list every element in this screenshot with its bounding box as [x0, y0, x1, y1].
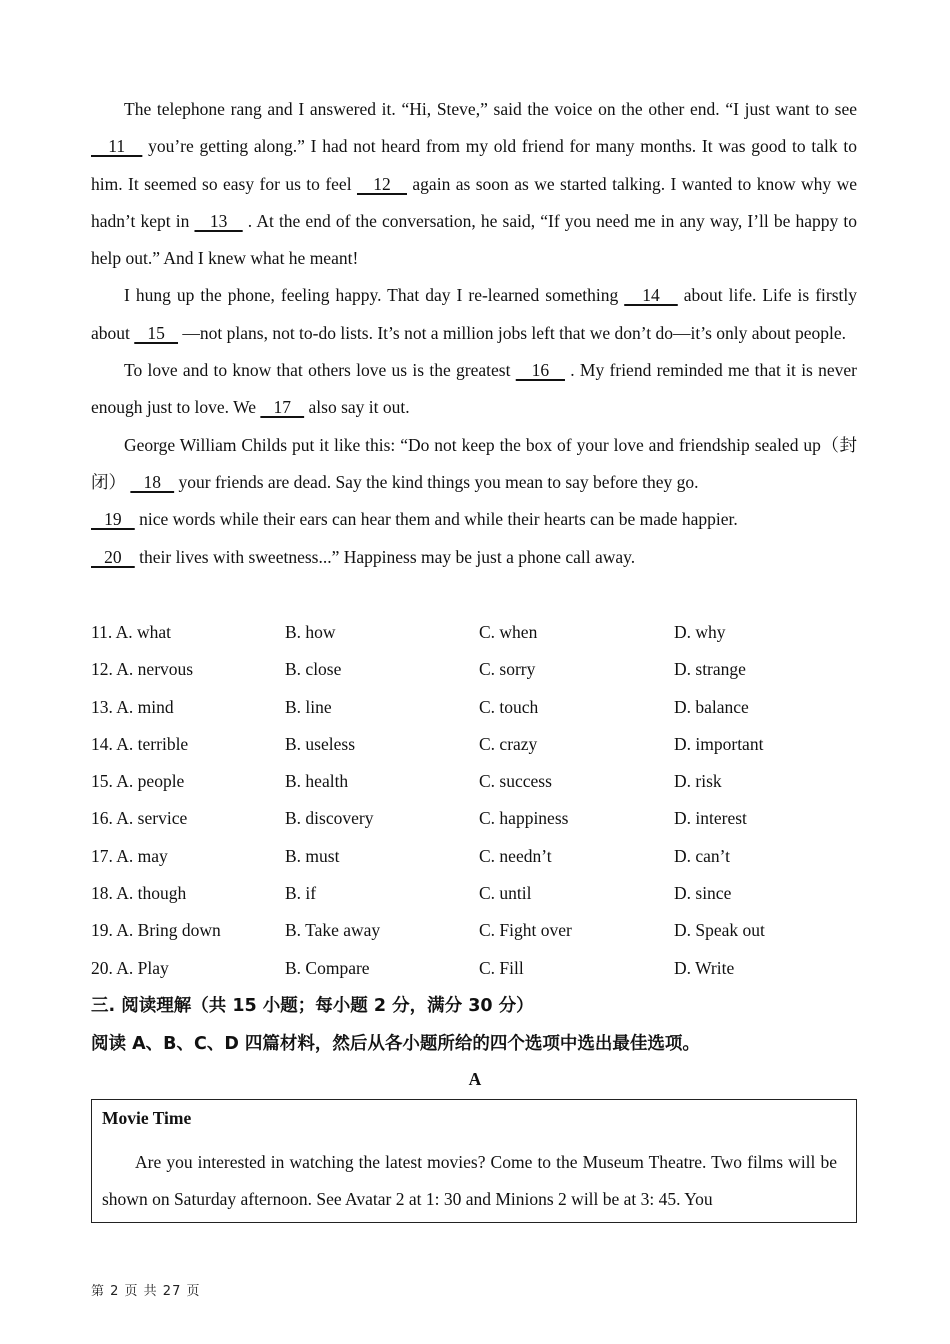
- option-choice: D. important: [674, 733, 764, 754]
- text: . My friend reminded me that it is never enough just to love. We: [91, 360, 858, 418]
- option-choice: B. Take away: [285, 920, 381, 941]
- text: again as soon as we started talking. I wanted to know why we hadn’t kept in: [91, 173, 857, 231]
- option-choice: B. Compare: [285, 957, 370, 978]
- option-choice: 17. A. may: [91, 845, 168, 866]
- blank-12: 12: [356, 173, 407, 194]
- option-choice: C. happiness: [479, 808, 569, 829]
- answer-options: [91, 614, 871, 987]
- option-choice: D. why: [674, 622, 726, 642]
- box-text: [102, 1144, 837, 1219]
- option-choice: 11. A. what: [91, 622, 172, 642]
- option-choice: D. interest: [674, 808, 747, 829]
- paragraph-3: [91, 352, 857, 427]
- text: I hung up the phone, feeling happy. That day I re-learned something: [124, 285, 625, 306]
- option-choice: D. strange: [674, 659, 746, 680]
- option-choice: B. must: [285, 845, 340, 866]
- blank-17: 17: [260, 397, 305, 418]
- option-row: [91, 614, 871, 651]
- page-footer: 第 2 页 共 27 页: [91, 1284, 201, 1299]
- option-row: [91, 838, 871, 875]
- blank-19: 19: [91, 509, 135, 530]
- option-choice: 20. A. Play: [91, 957, 169, 978]
- option-choice: C. Fill: [479, 957, 524, 978]
- blank-14: 14: [624, 285, 678, 306]
- option-choice: B. how: [285, 622, 336, 642]
- text: To love and to know that others love us is the greatest: [124, 360, 516, 381]
- option-row: [91, 651, 871, 688]
- reading-box: [91, 1099, 857, 1223]
- section-heading: 三. 阅读理解（共 15 小题；每小题 2 分，满分 30 分）: [91, 996, 534, 1016]
- cloze-passage: [91, 91, 857, 576]
- box-paragraph: Are you interested in watching the latest movies? Come to the Museum Theatre. Two films will be shown on Saturday afternoon. See Avatar 2 at 1: 30 and Minions 2 will be at 3: 45. You: [102, 1152, 837, 1210]
- option-choice: C. until: [479, 883, 532, 904]
- option-choice: 19. A. Bring down: [91, 920, 221, 941]
- option-choice: D. balance: [674, 696, 749, 717]
- option-row: [91, 875, 871, 912]
- text: your friends are dead. Say the kind things you mean to say before they go.: [174, 471, 699, 492]
- part-label: A: [468, 1069, 482, 1089]
- text: you’re getting along.” I had not heard from my old friend for many months. It was good to talk to him. It seemed so easy for us to feel: [91, 136, 857, 194]
- option-choice: D. Speak out: [674, 920, 765, 941]
- option-choice: B. line: [285, 696, 332, 717]
- text: . At the end of the conversation, he said, “If you need me in any way, I’ll be happy to help out.” And I knew what he meant!: [91, 210, 858, 269]
- option-choice: D. risk: [674, 771, 722, 792]
- option-choice: 18. A. though: [91, 883, 187, 904]
- option-choice: 14. A. terrible: [91, 733, 189, 754]
- text: about life. Life is firstly about: [91, 285, 857, 343]
- option-row: [91, 912, 871, 949]
- option-choice: C. Fight over: [479, 920, 572, 941]
- blank-15: 15: [134, 322, 179, 343]
- blank-11: 11: [91, 136, 143, 157]
- text: nice words while their ears can hear them and while their hearts can be made happier.: [134, 509, 738, 530]
- option-row: [91, 726, 871, 763]
- blank-13: 13: [194, 210, 243, 231]
- blank-18: 18: [130, 471, 175, 492]
- option-choice: D. Write: [674, 957, 735, 978]
- option-choice: C. when: [479, 622, 538, 642]
- blank-20: 20: [91, 546, 135, 567]
- text: their lives with sweetness...” Happiness may be just a phone call away.: [134, 546, 636, 567]
- option-choice: 12. A. nervous: [91, 659, 194, 680]
- text: The telephone rang and I answered it. “Hi, Steve,” said the voice on the other end. “I just want to see: [124, 99, 857, 119]
- option-row: [91, 800, 871, 837]
- option-choice: C. touch: [479, 696, 539, 717]
- option-choice: C. sorry: [479, 659, 536, 680]
- blank-16: 16: [515, 360, 565, 381]
- option-choice: 15. A. people: [91, 771, 185, 792]
- option-choice: B. health: [285, 771, 349, 792]
- option-choice: 13. A. mind: [91, 696, 174, 717]
- option-choice: C. crazy: [479, 733, 538, 754]
- paragraph-2: [91, 277, 857, 352]
- box-title: Movie Time: [102, 1108, 192, 1128]
- option-row: [91, 950, 871, 987]
- option-row: [91, 763, 871, 800]
- option-choice: B. if: [285, 883, 317, 904]
- text: George William Childs put it like this: “Do not keep the box of your love and friendship sealed up（封闭）: [91, 434, 857, 492]
- option-row: [91, 689, 871, 726]
- option-choice: C. needn’t: [479, 845, 552, 866]
- option-choice: 16. A. service: [91, 808, 188, 829]
- text: also say it out.: [304, 397, 410, 418]
- paragraph-1: [91, 91, 857, 277]
- section-instruction: 阅读 A、B、C、D 四篇材料，然后从各小题所给的四个选项中选出最佳选项。: [91, 1034, 700, 1054]
- paragraph-4: [91, 427, 857, 576]
- option-choice: B. useless: [285, 733, 355, 754]
- option-choice: D. since: [674, 883, 732, 904]
- option-choice: B. discovery: [285, 808, 374, 829]
- option-choice: B. close: [285, 659, 342, 680]
- text: —not plans, not to-do lists. It’s not a million jobs left that we don’t do—it’s only about people.: [178, 322, 847, 343]
- option-choice: C. success: [479, 771, 552, 792]
- option-choice: D. can’t: [674, 845, 731, 866]
